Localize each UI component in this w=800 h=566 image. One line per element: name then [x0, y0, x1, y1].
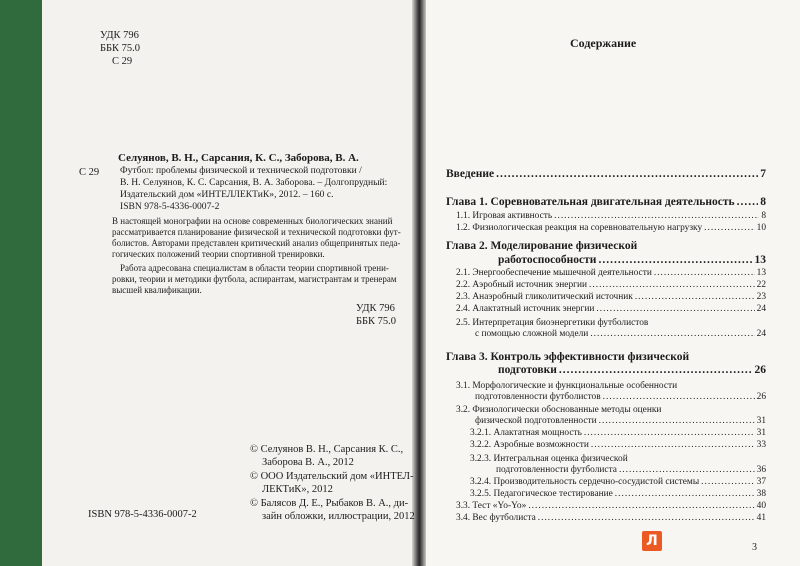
- book-gutter: [412, 0, 426, 566]
- toc-entry-label: 2.3. Анаэробный гликолитический источник: [456, 292, 633, 302]
- toc-entry-page: 23: [756, 292, 766, 302]
- abstract-line: гогических положений теории спортивной тренировки.: [112, 249, 325, 259]
- toc-entry-page: 40: [756, 501, 766, 511]
- toc-entry[interactable]: [498, 364, 766, 376]
- toc-entry-label: Введение: [446, 168, 495, 180]
- copyright-line: © Селуянов В. Н., Сарсания К. С.,: [250, 444, 404, 455]
- copyright-line: © Балясов Д. Е., Рыбаков В. А., ди-: [250, 498, 409, 509]
- toc-chapter-heading: Глава 2. Моделирование физической: [446, 240, 638, 252]
- toc-entry-label: 3.2.2. Аэробные возможности: [470, 440, 589, 450]
- bbk-top: ББК 75.0: [100, 43, 141, 54]
- toc-entry[interactable]: [446, 168, 766, 180]
- authors-heading: Селуянов, В. Н., Сарсания, К. С., Заборова, В. А.: [118, 152, 359, 164]
- toc-entry[interactable]: [470, 489, 766, 499]
- abstract-line: В настоящей монографии на основе современных биологических знаний: [112, 216, 393, 226]
- bbk-mid: ББК 75.0: [356, 316, 397, 327]
- abstract-line: рассматривается планирование физической и технической подготовки фут-: [112, 227, 401, 237]
- bib-line: Издательский дом «ИНТЕЛЛЕКТиК», 2012. – 160 с.: [120, 189, 334, 200]
- copyright-line: © ООО Издательский дом «ИНТЕЛ-: [250, 471, 414, 482]
- toc-entry-label: физической подготовленности: [475, 416, 597, 426]
- toc-entry-page: 26: [756, 392, 766, 402]
- toc-entry[interactable]: [496, 465, 766, 475]
- toc-entry-label: 2.1. Энергообеспечение мышечной деятельности: [456, 268, 652, 278]
- publisher-logo: Л: [642, 531, 662, 551]
- toc-entry-label: 2.4. Алактатный источник энергии: [456, 304, 595, 314]
- author-mark-top: С 29: [112, 56, 133, 67]
- toc-entry[interactable]: [498, 254, 766, 266]
- toc-entry[interactable]: [456, 292, 766, 302]
- toc-subheading: 3.2. Физиологически обоснованные методы оценки: [456, 405, 662, 415]
- toc-entry-page: 38: [756, 489, 766, 499]
- audience-line: высшей квалификации.: [112, 285, 202, 295]
- toc-entry-page: 36: [756, 465, 766, 475]
- toc-entry[interactable]: [470, 440, 766, 450]
- audience-line: Работа адресована специалистам в области теории спортивной трени-: [120, 263, 389, 273]
- toc-entry-page: 37: [756, 477, 766, 487]
- toc-entry-label: подготовки: [498, 364, 557, 376]
- copyright-line: зайн обложки, иллюстрации, 2012: [262, 511, 415, 522]
- toc-entry-label: 3.2.4. Производительность сердечно-сосудистой системы: [470, 477, 700, 487]
- toc-entry[interactable]: [470, 477, 766, 487]
- toc-entry-page: 7: [760, 168, 766, 180]
- toc-entry-page: 22: [756, 280, 766, 290]
- isbn-line: ISBN 978-5-4336-0007-2: [120, 201, 220, 212]
- toc-entry[interactable]: [456, 211, 766, 221]
- toc-entry-page: 10: [756, 223, 766, 233]
- isbn-bottom: ISBN 978-5-4336-0007-2: [88, 509, 197, 520]
- toc-entry[interactable]: [475, 392, 766, 402]
- toc-entry[interactable]: [456, 280, 766, 290]
- toc-entry-label: работоспособности: [498, 254, 597, 266]
- toc-entry[interactable]: [456, 223, 766, 233]
- copyright-line: Заборова В. А., 2012: [262, 457, 354, 468]
- page-number: 3: [752, 542, 757, 553]
- udk-mid: УДК 796: [356, 303, 395, 314]
- bib-line: В. Н. Селуянов, К. С. Сарсания, В. А. Заборова. – Долгопрудный:: [120, 177, 388, 188]
- toc-subheading: 3.1. Морфологические и функциональные особенности: [456, 381, 678, 391]
- toc-entry-page: 24: [756, 329, 766, 339]
- toc-entry-page: 33: [756, 440, 766, 450]
- toc-title: Содержание: [570, 36, 637, 50]
- toc-entry[interactable]: [456, 501, 766, 511]
- toc-entry-label: 2.2. Аэробный источник энергии: [456, 280, 588, 290]
- toc-entry[interactable]: [475, 329, 766, 339]
- toc-subheading: 3.2.3. Интегральная оценка физической: [470, 454, 628, 464]
- toc-entry-page: 41: [756, 513, 766, 523]
- toc-entry-label: 3.4. Вес футболиста: [456, 513, 536, 523]
- toc-entry-page: 31: [756, 416, 766, 426]
- toc-entry-label: Глава 1. Соревновательная двигательная деятельность: [446, 196, 735, 208]
- toc-entry-label: 1.2. Физиологическая реакция на соревновательную нагрузку: [456, 223, 703, 233]
- toc-entry-page: 13: [754, 254, 766, 266]
- udk-top: УДК 796: [100, 30, 139, 41]
- toc-entry-label: 3.2.5. Педагогическое тестирование: [470, 489, 613, 499]
- toc-entry-page: 8: [760, 196, 766, 208]
- audience-line: ровки, теории и методики футбола, аспирантам, магистрантам и тренерам: [112, 274, 397, 284]
- toc-entry-label: подготовленности футболиста: [496, 465, 617, 475]
- toc-entry-page: 26: [754, 364, 766, 376]
- toc-entry[interactable]: [470, 428, 766, 438]
- toc-chapter-heading: Глава 3. Контроль эффективности физической: [446, 351, 690, 363]
- toc-entry[interactable]: [475, 416, 766, 426]
- toc-entry[interactable]: [456, 268, 766, 278]
- toc-entry-label: с помощью сложной модели: [475, 329, 589, 339]
- toc-entry-page: 13: [756, 268, 766, 278]
- toc-entry-page: 8: [761, 211, 766, 221]
- toc-subheading: 2.5. Интерпретация биоэнергетики футболистов: [456, 318, 649, 328]
- abstract-line: болистов. Авторами представлен критический анализ общепринятых педа-: [112, 238, 401, 248]
- toc-entry-label: 1.1. Игровая активность: [456, 211, 553, 221]
- toc-entry-page: 31: [756, 428, 766, 438]
- toc-entry-label: подготовленности футболистов: [475, 392, 601, 402]
- toc-entry[interactable]: [446, 196, 766, 208]
- toc-entry-page: 24: [756, 304, 766, 314]
- toc-entry[interactable]: [456, 304, 766, 314]
- author-mark: С 29: [79, 167, 100, 178]
- toc-entry-label: 3.3. Тест «Yo-Yo»: [456, 501, 527, 511]
- toc-entry[interactable]: [456, 513, 766, 523]
- cover-edge: [0, 0, 42, 566]
- copyright-line: ЛЕКТиК», 2012: [262, 484, 333, 495]
- toc-entry-label: 3.2.1. Алактатная мощность: [470, 428, 582, 438]
- bib-line: Футбол: проблемы физической и технической подготовки /: [120, 165, 362, 176]
